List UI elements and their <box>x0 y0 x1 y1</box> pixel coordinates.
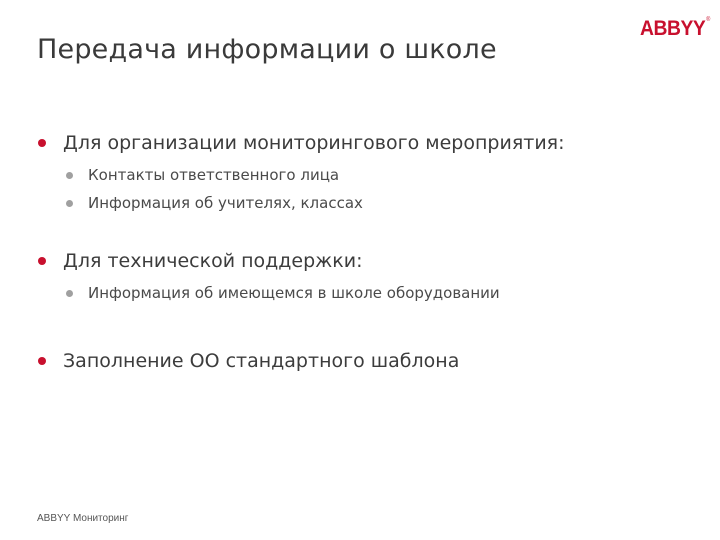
logo-text: ABBYY <box>640 17 706 40</box>
sub-bullet-text: Контакты ответственного лица <box>88 166 340 184</box>
bullet-text: Для технической поддержки: <box>63 250 363 272</box>
sub-bullet-item <box>66 194 363 212</box>
slide-title: Передача информации о школе <box>37 34 497 65</box>
sub-bullet-item <box>66 284 500 302</box>
bullet-dot-icon <box>38 139 46 147</box>
abbyy-logo <box>640 18 710 39</box>
bullet-item <box>38 350 459 372</box>
sub-bullet-dot-icon <box>66 290 73 297</box>
footer-text: ABBYY Мониторинг <box>37 513 129 524</box>
logo-registered-mark: ® <box>706 17 710 23</box>
sub-bullet-text: Информация об имеющемся в школе оборудовании <box>88 284 500 302</box>
bullet-dot-icon <box>38 357 46 365</box>
bullet-text: Для организации мониторингового мероприятия: <box>63 132 565 154</box>
sub-bullet-item <box>66 166 339 184</box>
sub-bullet-text: Информация об учителях, классах <box>88 194 363 212</box>
sub-bullet-dot-icon <box>66 200 73 207</box>
sub-bullet-dot-icon <box>66 172 73 179</box>
bullet-item <box>38 250 363 272</box>
bullet-dot-icon <box>38 257 46 265</box>
bullet-text: Заполнение ОО стандартного шаблона <box>63 350 460 372</box>
bullet-item <box>38 132 565 154</box>
